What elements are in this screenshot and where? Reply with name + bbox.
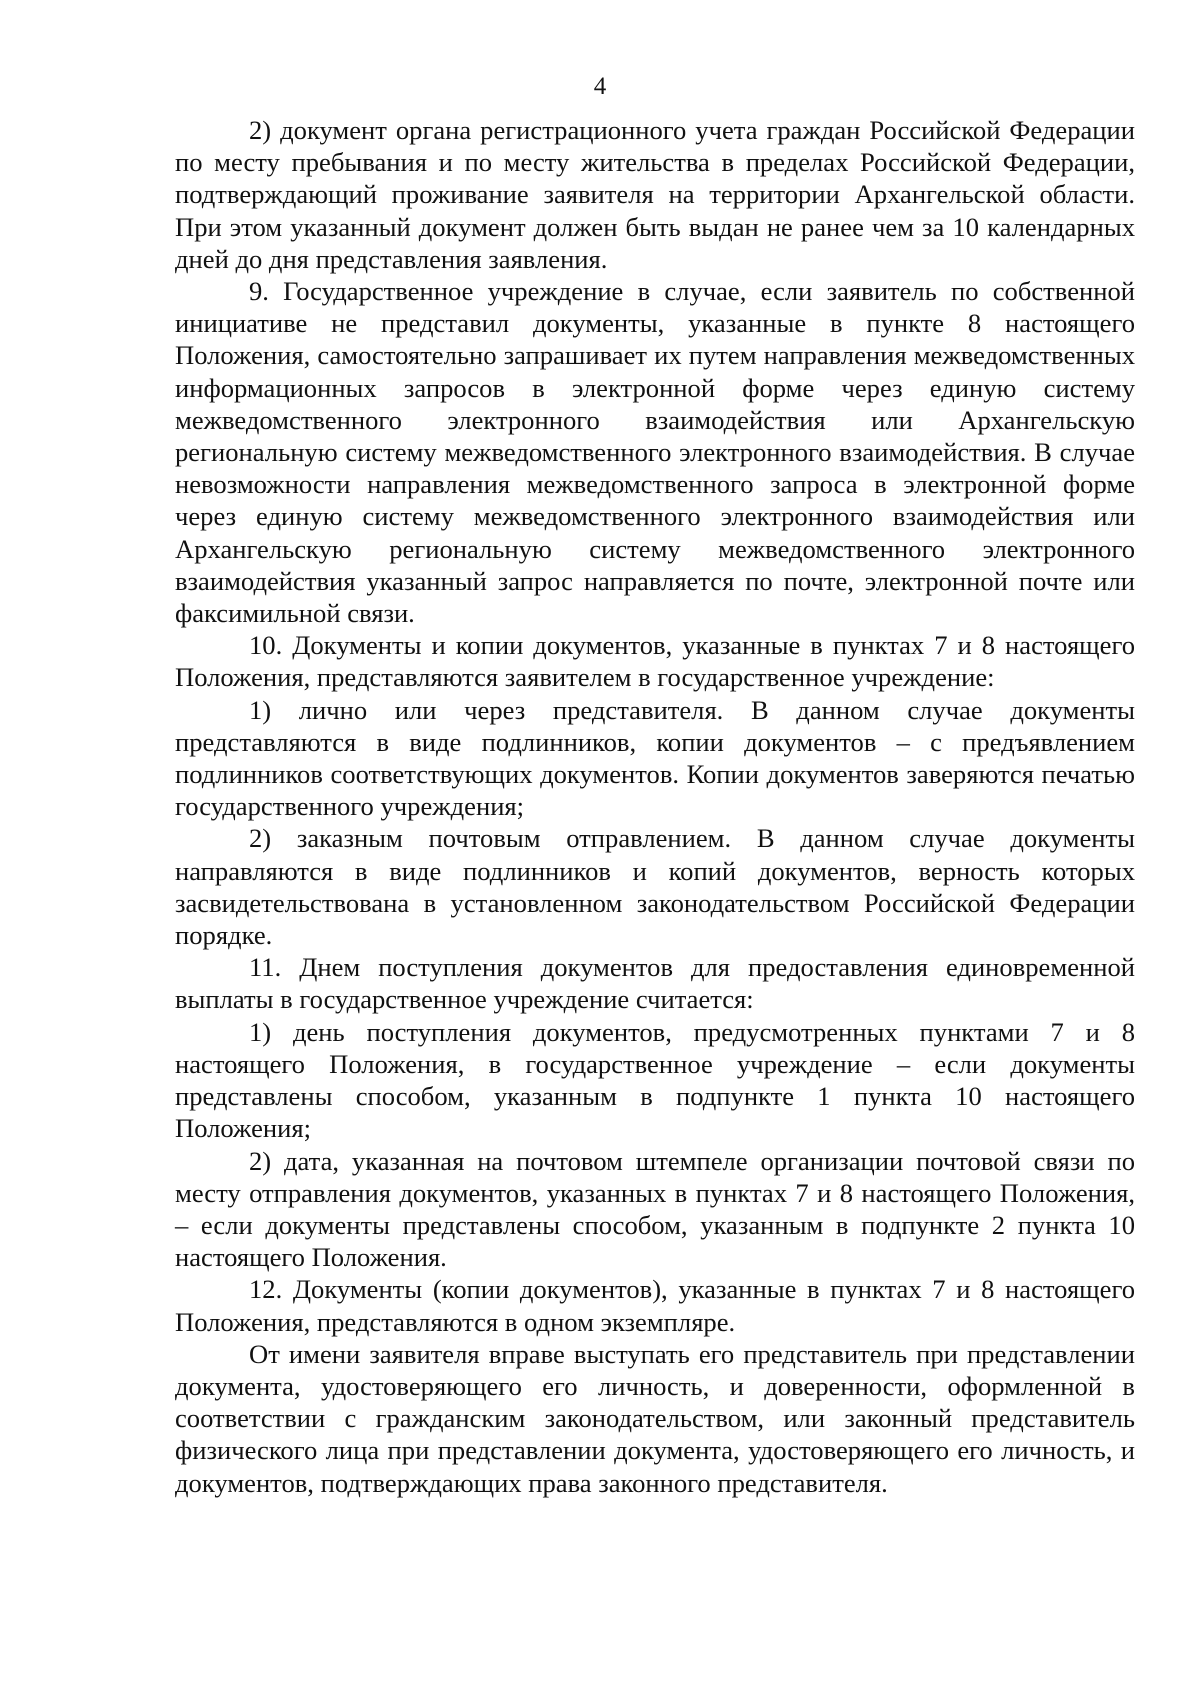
paragraph-clause-10-subitem-2: 2) заказным почтовым отправлением. В данном случае документы направляются в виде подлинников и копий документов, верность которых засвидетельствована в установленном законодательством Российской Федерации порядке.	[175, 823, 1135, 951]
paragraph-clause-11-subitem-1: 1) день поступления документов, предусмотренных пунктами 7 и 8 настоящего Положения, в государственное учреждение – если документы представлены способом, указанным в подпункте 1 пункта 10 настоящего Положения;	[175, 1016, 1135, 1144]
paragraph-clause-11-subitem-2: 2) дата, указанная на почтовом штемпеле организации почтовой связи по месту отправления документов, указанных в пунктах 7 и 8 настоящего Положения, – если документы представлены способом, указанным в подпункте 2 пункта 10 настоящего Положения.	[175, 1145, 1135, 1273]
paragraph-clause-10-subitem-1: 1) лично или через представителя. В данном случае документы представляются в виде подлинников, копии документов – с предъявлением подлинников соответствующих документов. Копии документов заверяются печатью государственного учреждения;	[175, 694, 1135, 822]
paragraph-representative: От имени заявителя вправе выступать его представитель при представлении документа, удостоверяющего его личность, и доверенности, оформленной в соответствии с гражданским законодательством, или законный представитель физического лица при представлении документа, удостоверяющего его личность, и документов, подтверждающих права законного представителя.	[175, 1338, 1135, 1498]
document-body	[175, 114, 1135, 1499]
paragraph-clause-12: 12. Документы (копии документов), указанные в пунктах 7 и 8 настоящего Положения, представляются в одном экземпляре.	[175, 1274, 1135, 1337]
paragraph-clause-11: 11. Днем поступления документов для предоставления единовременной выплаты в государственное учреждение считается:	[175, 952, 1135, 1015]
paragraph-subitem-2-registration-document: 2) документ органа регистрационного учета граждан Российской Федерации по месту пребывания и по месту жительства в пределах Российской Федерации, подтверждающий проживание заявителя на территории Архангельской области. При этом указанный документ должен быть выдан не ранее чем за 10 календарных дней до дня представления заявления.	[175, 115, 1135, 274]
page-number: 4	[593, 73, 607, 100]
paragraph-clause-10: 10. Документы и копии документов, указанные в пунктах 7 и 8 настоящего Положения, представляются заявителем в государственное учреждение:	[175, 630, 1135, 693]
paragraph-clause-9: 9. Государственное учреждение в случае, если заявитель по собственной инициативе не представил документы, указанные в пункте 8 настоящего Положения, самостоятельно запрашивает их путем направления межведомственных информационных запросов в электронной форме через единую систему межведомственного электронного взаимодействия или Архангельскую региональную систему межведомственного электронного взаимодействия. В случае невозможности направления межведомственного запроса в электронной форме через единую систему межведомственного электронного взаимодействия или Архангельскую региональную систему межведомственного электронного взаимодействия указанный запрос направляется по почте, электронной почте или факсимильной связи.	[175, 276, 1135, 629]
